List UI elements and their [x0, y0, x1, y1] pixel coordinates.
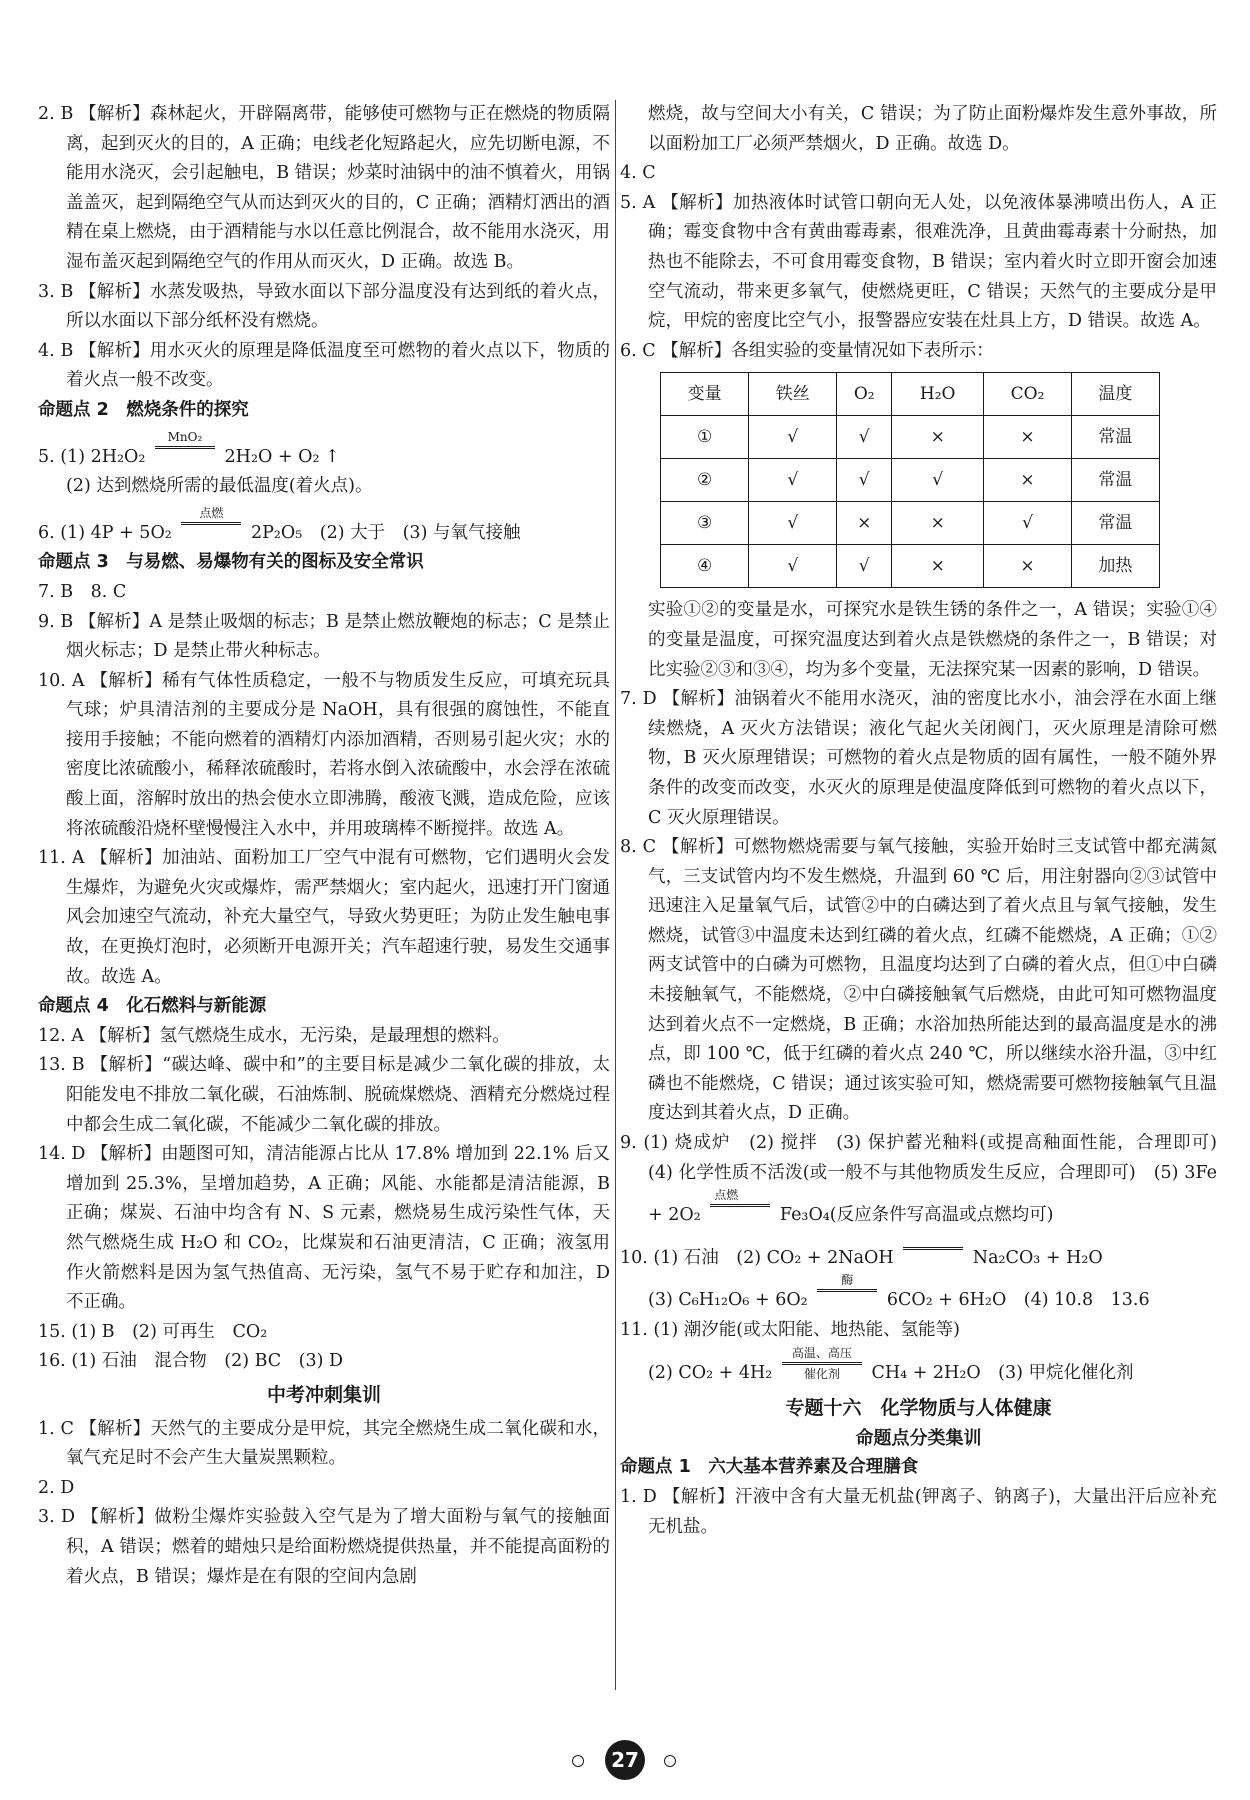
answer-16: 16. (1) 石油 混合物 (2) BC (3) D — [38, 1351, 344, 1372]
table-header-cell: H₂O — [892, 373, 984, 416]
column-divider — [615, 100, 616, 1690]
table-header-cell: CO₂ — [984, 373, 1072, 416]
table-cell: × — [984, 545, 1072, 588]
sprint-answer-6-continued: 实验①②的变量是水，可探究水是铁生锈的条件之一，A 错误；实验①④的变量是温度，可探究温度达到着火点是铁燃烧的条件之一，B 错误；对比实验②③和③④，均为多个变量，无法探究某一因素的影响，D 错误。 — [648, 600, 1217, 680]
sprint-answer-11: 11. (1) 潮汐能(或太阳能、地热能、氢能等) — [620, 1320, 960, 1340]
table-cell: √ — [749, 416, 837, 459]
table-header-row — [661, 373, 1160, 416]
sprint-answer-10-part-3 — [620, 1273, 1217, 1316]
topic-answer-1: 1. D 【解析】汗液中含有大量无机盐(钾离子、钠离子)，大量出汗后应补充无机盐。 — [620, 1486, 1217, 1537]
table-cell: ① — [661, 416, 749, 459]
table-cell: √ — [837, 545, 892, 588]
equation-left: 6. (1) 4P + 5O₂ — [38, 522, 172, 543]
condition-label: 点燃 — [714, 1188, 739, 1203]
answer-5-part-2: (2) 达到燃烧所需的最低温度(着火点)。 — [66, 476, 373, 497]
sprint-answer-2: 2. D — [38, 1477, 75, 1498]
table-header-cell: O₂ — [837, 373, 892, 416]
reaction-condition — [155, 430, 215, 465]
condition-label: 酶 — [841, 1273, 854, 1288]
table-cell: ④ — [661, 545, 749, 588]
answer-text: Na₂CO₃ + H₂O — [972, 1247, 1103, 1268]
answer-text: (2) CO₂ + 4H₂ — [648, 1362, 773, 1383]
table-row — [661, 416, 1160, 459]
table-cell: 常温 — [1071, 502, 1159, 545]
answer-11: 11. A 【解析】加油站、面粉加工厂空气中混有可燃物，它们遇明火会发生爆炸，为避免火灾或爆炸，需严禁烟火；室内起火，迅速打开门窗通风会加速空气流动，补充大量空气，导致火势更旺；为防止发生触电事故，在更换灯泡时，必须断开电源开关；汽车超速行驶，易发生交通事故。故选 A。 — [38, 848, 610, 987]
reaction-condition — [710, 1188, 770, 1223]
answer-text: 10. (1) 石油 (2) CO₂ + 2NaOH — [620, 1247, 894, 1268]
answer-5-equation — [38, 430, 610, 473]
answer-7-8: 7. B 8. C — [38, 581, 127, 602]
answer-text: 6CO₂ + 6H₂O (4) 10.8 13.6 — [886, 1290, 1150, 1311]
condition-label: 催化剂 — [803, 1366, 840, 1381]
table-row — [661, 502, 1160, 545]
table-cell: 常温 — [1071, 416, 1159, 459]
answer-text: 9. (1) 烧成炉 (2) 搅拌 (3) 保护蓄光釉料(或提高釉面性能，合理即可) (4) 化学性质不活泼(或一般不与其他物质发生反应，合理即可) (5) 3Fe + 2O₂ — [620, 1133, 1235, 1226]
sprint-answer-6: 6. C 【解析】各组实验的变量情况如下表所示： — [620, 340, 994, 361]
sprint-answer-10 — [620, 1231, 1217, 1274]
sprint-answer-8: 8. C 【解析】可燃物燃烧需要与氧气接触，实验开始时三支试管中都充满氮气，三支试管内均不发生燃烧，升温到 60 ℃ 后，用注射器向②③试管中迅速注入足量氧气后，试管②中的白磷达到了着火点且与氧气接触，发生燃烧，试管③中温度未达到红磷的着火点，红磷不能燃烧，A 正确；①②两支试管中的白磷为可燃物，且温度均达到了白磷的着火点，但①中白磷未接触氧气，不能燃烧，②中白磷接触氧气后燃烧，由此可知可燃物温度达到着火点不一定燃烧，B 正确；水浴加热所能达到的最高温度是水的沸点，即 100 ℃，低于红磷的着火点 240 ℃，所以继续水浴升温，③中红磷也不能燃烧，C 错误；通过该实验可知，燃烧需要可燃物接触氧气且温度达到其着火点，D 正确。 — [620, 837, 1217, 1124]
sprint-title: 中考冲刺集训 — [266, 1383, 381, 1406]
table-cell: √ — [749, 459, 837, 502]
equation-right: 2P₂O₅ (2) 大于 (3) 与氧气接触 — [250, 522, 521, 543]
table-cell: 加热 — [1071, 545, 1159, 588]
table-cell: × — [892, 502, 984, 545]
sprint-answer-11-part-2 — [620, 1346, 1217, 1389]
answer-13: 13. B 【解析】“碳达峰、碳中和”的主要目标是减少二氧化碳的排放，太阳能发电不排放二氧化碳，石油炼制、脱硫煤燃烧、酒精充分燃烧过程中都会生成二氧化碳，不能减少二氧化碳的排放。 — [38, 1055, 610, 1135]
equation-right: 2H₂O + O₂ ↑ — [224, 446, 340, 467]
page-number: 27 — [605, 1740, 645, 1780]
answer-14: 14. D 【解析】由题图可知，清洁能源占比从 17.8% 增加到 22.1% 后又增加到 25.3%，呈增加趋势，A 正确；风能、水能都是清洁能源，B 正确；煤炭、石油中均含有 N、S 元素，燃烧易生成污染性气体，天然气燃烧生成 H₂O 和 CO₂，比煤炭和石油更清洁，C 正确；液氢用作火箭燃料是因为氢气热值高、无污染，氢气不易于贮存和加注，D 不正确。 — [38, 1144, 610, 1313]
variable-table — [660, 372, 1160, 588]
table-cell: × — [984, 459, 1072, 502]
answer-text: CH₄ + 2H₂O (3) 甲烷化催化剂 — [871, 1362, 1134, 1383]
table-cell: ② — [661, 459, 749, 502]
sprint-answer-4: 4. C — [620, 163, 656, 184]
answer-12: 12. A 【解析】氢气燃烧生成水，无污染，是最理想的燃料。 — [38, 1025, 510, 1046]
answer-15: 15. (1) B (2) 可再生 CO₂ — [38, 1321, 268, 1342]
table-header-cell: 铁丝 — [749, 373, 837, 416]
answer-text: Fe₃O₄(反应条件写高温或点燃均可) — [779, 1205, 1054, 1226]
table-cell: √ — [984, 502, 1072, 545]
answer-6-equation — [38, 506, 610, 549]
section-heading-3: 命题点 3 与易燃、易爆物有关的图标及安全常识 — [38, 552, 424, 573]
sprint-answer-1: 1. C 【解析】天然气的主要成分是甲烷，其完全燃烧生成二氧化碳和水，氧气充足时不会产生大量炭黑颗粒。 — [38, 1418, 610, 1469]
sprint-answer-7: 7. D 【解析】油锅着火不能用水浇灭，油的密度比水小，油会浮在水面上继续燃烧，A 灭火方法错误；液化气起火关闭阀门，灭火原理是清除可燃物，B 灭火原理错误；可燃物的着火点是物质的固有属性，一般不随外界条件的改变而改变，水灭火的原理是使温度降低到可燃物的着火点以下，C 灭火原理错误。 — [620, 689, 1217, 828]
reaction-condition — [782, 1346, 862, 1381]
answer-2: 2. B 【解析】森林起火，开辟隔离带，能够使可燃物与正在燃烧的物质隔离，起到灭火的目的，A 正确；电线老化短路起火，应先切断电源，不能用水浇灭，会引起触电，B 错误；炒菜时油锅中的油不慎着火，用锅盖盖灭，起到隔绝空气从而达到灭火的目的，C 正确；酒精灯洒出的酒精在桌上燃烧，由于酒精能与水以任意比例混合，故不能用水浇灭，用湿布盖灭起到隔绝空气的作用从而灭火，D 正确。故选 B。 — [38, 104, 610, 272]
answer-9: 9. B 【解析】A 是禁止吸烟的标志；B 是禁止燃放鞭炮的标志；C 是禁止烟火标志；D 是禁止带火种标志。 — [38, 611, 610, 662]
table-row — [661, 545, 1160, 588]
sprint-answer-3: 3. D 【解析】做粉尘爆炸实验鼓入空气是为了增大面粉与氧气的接触面积，A 错误；燃着的蜡烛只是给面粉燃烧提供热量，并不能提高面粉的着火点，B 错误；爆炸是在有限的空间内急剧 — [38, 1507, 610, 1587]
table-cell: × — [892, 416, 984, 459]
table-cell: × — [984, 416, 1072, 459]
answer-3: 3. B 【解析】水蒸发吸热，导致水面以下部分温度没有达到纸的着火点，所以水面以下部分纸杯没有燃烧。 — [38, 281, 610, 332]
table-cell: × — [837, 502, 892, 545]
condition-label: MnO₂ — [167, 429, 203, 444]
table-cell: √ — [892, 459, 984, 502]
section-heading-2: 命题点 2 燃烧条件的探究 — [38, 399, 249, 420]
table-row — [661, 459, 1160, 502]
table-cell: √ — [837, 459, 892, 502]
table-cell: 常温 — [1071, 459, 1159, 502]
reaction-arrow — [903, 1231, 963, 1266]
table-header-cell: 变量 — [661, 373, 749, 416]
sprint-answer-5: 5. A 【解析】加热液体时试管口朝向无人处，以免液体暴沸喷出伤人，A 正确；霉变食物中含有黄曲霉毒素，很难洗净，且黄曲霉毒素十分耐热，加热也不能除去，不可食用霉变食物，B 错误；室内着火时立即开窗会加速空气流动，带来更多氧气，使燃烧更旺，C 错误；天然气的主要成分是甲烷，甲烷的密度比空气小，报警器应安装在灶具上方，D 错误。故选 A。 — [620, 192, 1217, 332]
condition-label: 点燃 — [199, 505, 224, 520]
answer-10: 10. A 【解析】稀有气体性质稳定，一般不与物质发生反应，可填充玩具气球；炉具清洁剂的主要成分是 NaOH，具有很强的腐蚀性，不能直接用手接触；不能向燃着的酒精灯内添加酒精，否则易引起火灾；水的密度比浓硫酸小，稀释浓硫酸时，若将水倒入浓硫酸中，水会浮在浓硫酸上面，溶解时放出的热会使水立即沸腾，酸液飞溅，造成危险，应该将浓硫酸沿烧杯壁慢慢注入水中，并用玻璃棒不断搅拌。故选 A。 — [38, 670, 610, 839]
left-column — [38, 100, 610, 1592]
topic-title: 专题十六 化学物质与人体健康 — [785, 1397, 1052, 1420]
equation-left: 5. (1) 2H₂O₂ — [38, 446, 146, 467]
section-heading-1: 命题点 1 六大基本营养素及合理膳食 — [620, 1457, 919, 1478]
decorative-dot — [572, 1755, 584, 1767]
table-cell: √ — [749, 502, 837, 545]
condition-label: 高温、高压 — [791, 1345, 852, 1360]
decorative-dot — [664, 1755, 676, 1767]
right-column — [620, 100, 1235, 1542]
classification-title: 命题点分类集训 — [855, 1427, 982, 1449]
sprint-answer-3-continued: 燃烧，故与空间大小有关，C 错误；为了防止面粉爆炸发生意外事故，所以面粉加工厂必须严禁烟火，D 正确。故选 D。 — [648, 104, 1217, 154]
table-cell: √ — [749, 545, 837, 588]
sprint-answer-9 — [620, 1129, 1235, 1231]
section-heading-4: 命题点 4 化石燃料与新能源 — [38, 996, 267, 1017]
table-cell: ③ — [661, 502, 749, 545]
answer-4: 4. B 【解析】用水灭火的原理是降低温度至可燃物的着火点以下，物质的着火点一般不改变。 — [38, 340, 610, 391]
reaction-condition — [181, 506, 241, 541]
table-cell: × — [892, 545, 984, 588]
reaction-condition — [817, 1273, 877, 1308]
answer-text: (3) C₆H₁₂O₆ + 6O₂ — [648, 1290, 808, 1311]
table-header-cell: 温度 — [1071, 373, 1159, 416]
table-cell: √ — [837, 416, 892, 459]
